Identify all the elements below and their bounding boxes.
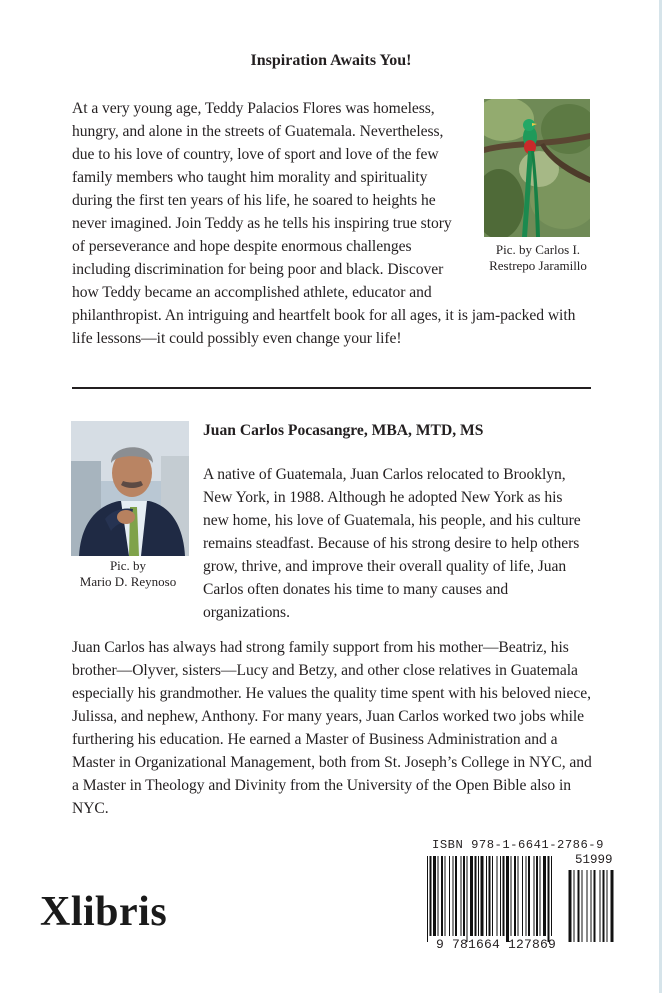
- price-bar: [611, 870, 614, 942]
- barcode-bar: [486, 856, 487, 936]
- author-bio-paragraph-2: Juan Carlos has always had strong family support from his mother—Beatriz, his brother—Olyver, sisters—Lucy and Betzy, and other close relatives in Guatemala especially his grandmother. He values the quality time spent with his beloved niece, Julissa, and nephew, Anthony. For many years, Juan Carlos worked two jobs while furthering his education. He earned a Master of Business Administration and a Master in Organizational Management, both from St. Joseph’s College in NYC, and a Master in Theology and Divinity from the University of the Open Bible also in NYC.: [72, 639, 592, 817]
- author-name: Juan Carlos Pocasangre, MBA, MTD, MS: [203, 422, 484, 439]
- barcode-bar: [463, 856, 465, 936]
- barcode-bar: [438, 856, 439, 936]
- price-bar: [587, 870, 588, 942]
- barcode-bar: [455, 856, 457, 936]
- barcode-bar: [518, 856, 519, 936]
- price-bar: [569, 870, 572, 942]
- author-bio-paragraph-1: A native of Guatemala, Juan Carlos relocated to Brooklyn, New York, in 1988. Although he adopted New York as his new home, his love of Guatemala, his people, and his culture remains steadfast. Because of his strong desire to help others grow, thrive, and improve their overall quality of life, Juan Carlos often donates his time to many causes and organizations.: [203, 466, 581, 621]
- price-bar: [574, 870, 575, 942]
- barcode-bar: [514, 856, 516, 936]
- barcode-bar: [511, 856, 512, 936]
- publisher-logo: Xlibris: [40, 889, 168, 935]
- bird-caption-line1: Pic. by Carlos I.: [495, 242, 581, 257]
- barcode-bar: [470, 856, 473, 936]
- price-bar: [600, 870, 601, 942]
- barcode-bar: [467, 856, 468, 942]
- barcode-bar: [481, 856, 484, 936]
- barcode-bar: [461, 856, 462, 936]
- price-bar: [607, 870, 608, 942]
- back-cover-heading: Inspiration Awaits You!: [250, 52, 412, 69]
- barcode-bar: [441, 856, 443, 936]
- barcode-bar: [548, 856, 550, 942]
- barcode-bar: [543, 856, 546, 936]
- barcode-bar: [433, 856, 436, 936]
- bird-caption-line2: Restrepo Jaramillo: [489, 258, 587, 273]
- author-photo-caption: [60, 558, 196, 590]
- barcode-bar: [534, 856, 535, 936]
- author-photo: [71, 421, 189, 556]
- barcode-bar: [536, 856, 538, 936]
- bird-photo-caption: [476, 242, 600, 274]
- barcode-digits: 9 781664 127869: [436, 937, 557, 952]
- barcode-bar: [453, 856, 454, 936]
- price-bar: [603, 870, 605, 942]
- barcode-bar: [506, 856, 509, 942]
- barcode-bar: [526, 856, 527, 936]
- barcode-bar: [449, 856, 450, 936]
- author-caption-line1: Pic. by: [109, 558, 147, 573]
- isbn-text: ISBN 978-1-6641-2786-9: [432, 838, 604, 852]
- barcode-bar: [475, 856, 477, 936]
- barcode-bar: [497, 856, 498, 936]
- barcode-bar: [478, 856, 479, 936]
- barcode-bar: [503, 856, 505, 936]
- book-blurb: [72, 97, 592, 350]
- barcode-bar: [430, 856, 432, 936]
- price-bar: [591, 870, 592, 942]
- barcode-bar: [492, 856, 493, 936]
- barcode-bar: [489, 856, 491, 936]
- section-divider: [72, 387, 591, 389]
- price-bar: [594, 870, 596, 942]
- barcode-bar: [551, 856, 552, 936]
- price-bar: [582, 870, 583, 942]
- barcode-bar: [500, 856, 501, 936]
- barcode-bar: [427, 856, 428, 942]
- barcode-bar: [445, 856, 446, 936]
- barcode-bar: [540, 856, 541, 936]
- author-caption-line2: Mario D. Reynoso: [79, 574, 177, 589]
- blurb-text: At a very young age, Teddy Palacios Flores was homeless, hungry, and alone in the streets of Guatemala. Nevertheless, due to his love of country, love of sport and love of the few family members who taught him morality and spirituality during the first ten years of his life, he soared to heights he never imagined. Join Teddy as he tells his inspiring true story of perseverance and hope despite enormous challenges including discrimination for being poor and black. Discover how Teddy became an accomplished athlete, educator and philanthropist. An intriguing and heartfelt book for all ages, it is jam-packed with life lessons—it could possibly even change your life!: [72, 100, 576, 347]
- price-code: 51999: [575, 853, 613, 867]
- barcode-bar: [528, 856, 530, 936]
- price-bar: [578, 870, 580, 942]
- barcode-bar: [522, 856, 523, 936]
